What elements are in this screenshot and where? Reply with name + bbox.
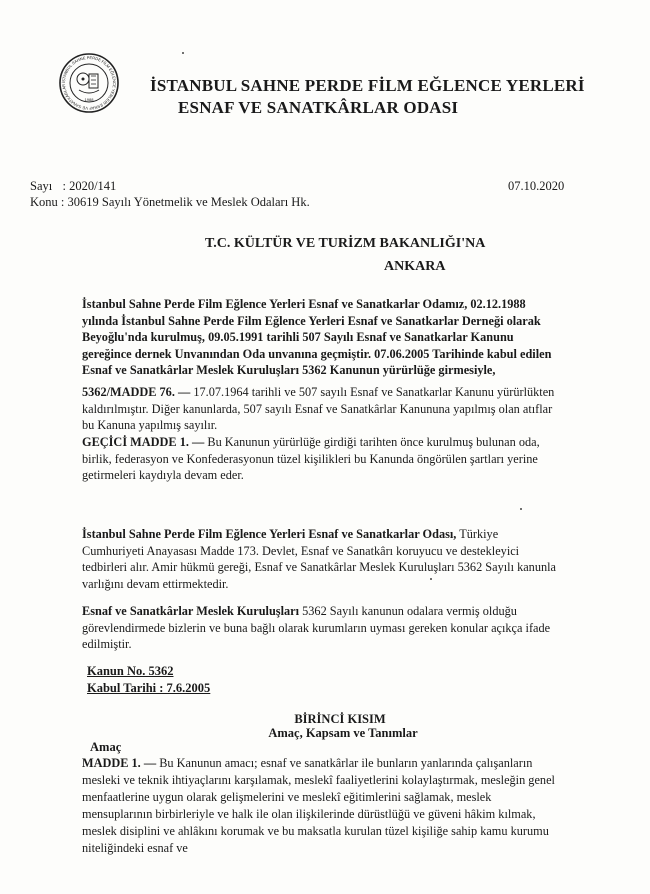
temporary-article-paragraph <box>82 434 562 484</box>
reference-number <box>30 178 116 194</box>
subject-line <box>30 194 310 210</box>
konu-label: Konu <box>30 195 58 209</box>
section-subtitle: Amaç, Kapsam ve Tanımlar <box>268 726 418 740</box>
article-76-paragraph <box>82 384 562 434</box>
pen-mark <box>430 578 432 580</box>
law-number: Kanun No. 5362 <box>87 664 174 678</box>
document-date: 07.10.2020 <box>508 179 565 193</box>
organization-name-line1: İSTANBUL SAHNE PERDE FİLM EĞLENCE YERLERİ <box>150 76 585 95</box>
law-acceptance-date: Kabul Tarihi : 7.6.2005 <box>87 681 211 695</box>
intro-paragraph: İstanbul Sahne Perde Film Eğlence Yerleri Esnaf ve Sanatkarlar Odamız, 02.12.1988 yılında İstanbul Sahne Perde Film Eğlence Yerleri Esnaf ve Sanatkarlar Derneği olarak Beyoğlu'nda kurulmuş, 09.05.1991 tarihli 507 Sayılı Esnaf ve Sanatkarlar Kanunu gereğince dernek Unvanından Oda unvanına geçmiştir. 07.06.2005 Tarihinde kabul edilen Esnaf ve Sanatkârlar Meslek Kuruluşları 5362 Kanunun yürürlüğe girmesiyle, <box>82 297 552 377</box>
professional-bodies-text: 5362 Sayılı kanunun odalara vermiş olduğu görevlendirmede bizlerin ve buna bağlı olarak kurumların uyması gereken konular açıkça ifade edilmiştir. <box>82 604 551 651</box>
pen-mark <box>520 508 522 510</box>
scan-speck <box>182 52 184 54</box>
temporary-article-text: Bu Kanunun yürürlüğe girdiği tarihten önce kurulmuş bulunan oda, birlik, federasyon ve Konfederasyonun tüzel kişilikleri bu Kanunda öngörülen şartları yerine getirmeleri kaydıyla devam eder. <box>82 435 540 482</box>
konu-value: : 30619 Sayılı Yönetmelik ve Meslek Odaları Hk. <box>60 195 310 209</box>
temporary-article-heading: GEÇİCİ MADDE 1. — <box>82 435 205 449</box>
article-1-text: Bu Kanunun amacı; esnaf ve sanatkârlar ile bunların yanlarında çalışanların mesleki ve teknik ihtiyaçlarını karşılamak, meslekî faaliyetlerini kolaylaştırmak, mesleğin genel menfaatlerine uygun olarak gelişmelerini ve meslekî eğitimlerini sağlamak, meslek mensuplarının birbirleriyle ve halk ile olan ilişkilerinde dürüstlüğü ve güveni hâkim kılmak, meslek disiplini ve ahlâkını korumak ve bu maksatla kurulan tüzel kişiliğe sahip kamu kurumu niteliğindeki esnaf ve <box>82 756 555 855</box>
svg-text:1988: 1988 <box>84 97 94 102</box>
chamber-name-bold: İstanbul Sahne Perde Film Eğlence Yerleri Esnaf ve Sanatkarlar Odası, <box>82 527 457 541</box>
chamber-status-paragraph <box>82 526 562 592</box>
section-title: BİRİNCİ KISIM <box>294 712 386 726</box>
recipient-ministry: T.C. KÜLTÜR VE TURİZM BAKANLIĞI'NA <box>205 236 486 251</box>
article-76-text: 17.07.1964 tarihli ve 507 sayılı Esnaf ve Sanatkarlar Kanunu yürürlükten kaldırılmıştır. Diğer kanunlarda, 507 sayılı Esnaf ve Sanatkârlar Kanununa yapılmış olan atıflar bu Kanuna yapılmış sayılır. <box>82 385 555 432</box>
recipient-city: ANKARA <box>384 259 446 274</box>
article-76-heading: 5362/MADDE 76. — <box>82 385 191 399</box>
organization-header <box>150 75 585 119</box>
organization-seal-logo <box>58 52 120 114</box>
purpose-heading: Amaç <box>90 740 122 754</box>
organization-name-line2: ESNAF VE SANATKÂRLAR ODASI <box>178 98 459 117</box>
article-1-heading: MADDE 1. — <box>82 756 157 770</box>
sayi-label: Sayı <box>30 179 53 193</box>
article-1-paragraph <box>82 755 562 857</box>
professional-bodies-bold: Esnaf ve Sanatkârlar Meslek Kuruluşları <box>82 604 300 618</box>
chamber-status-text: Türkiye Cumhuriyeti Anayasası Madde 173. Devlet, Esnaf ve Sanatkârı koruyucu ve destekleyici tedbirleri alır. Amir hükmü gereği, Esnaf ve Sanatkârlar Meslek Kuruluşları 5362 Sayılı kanunla varlığını devam ettirmektedir. <box>82 527 556 591</box>
svg-text:İSTANBUL SAHNE PERDE FİLM EĞLE: İSTANBUL SAHNE PERDE FİLM EĞLENCE YERLERİ ESNAF VE SANATKÂRLAR <box>60 54 118 112</box>
professional-bodies-paragraph <box>82 603 562 653</box>
sayi-value: : 2020/141 <box>62 179 117 193</box>
